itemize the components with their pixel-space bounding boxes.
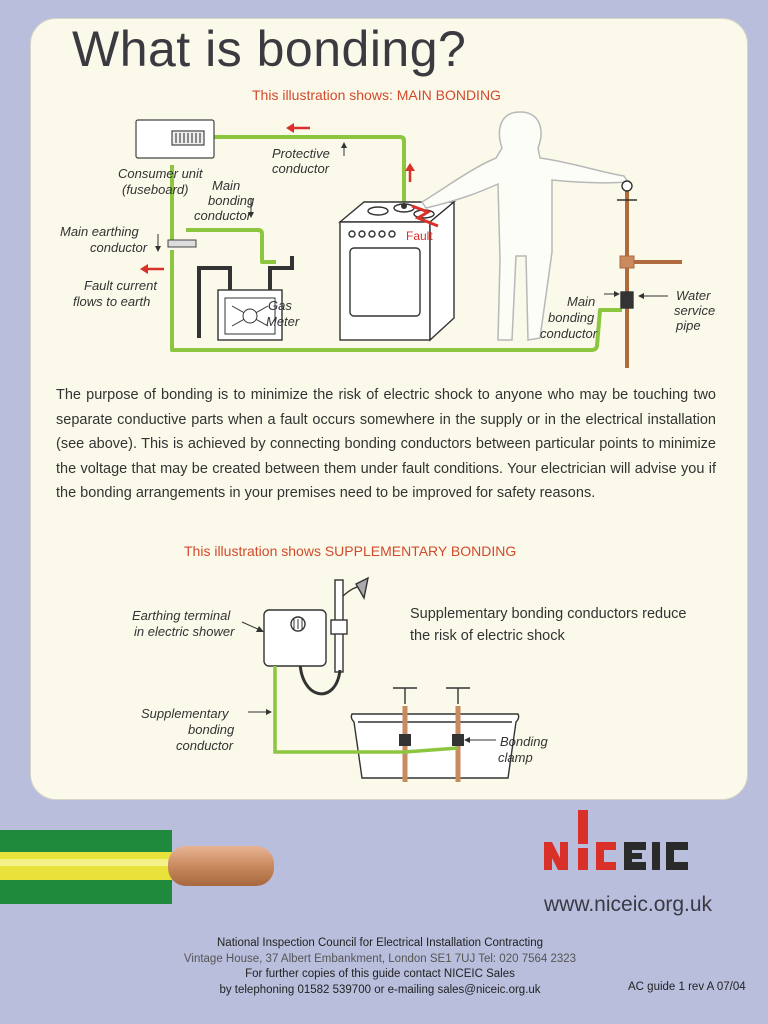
- diagram-label: bonding: [188, 722, 235, 737]
- electric-shower: [264, 610, 326, 666]
- diagram-label: bonding: [208, 193, 255, 208]
- water-pipe-label: Water: [676, 288, 711, 303]
- fault-label: Fault: [406, 229, 433, 243]
- diagram-label: clamp: [498, 750, 533, 765]
- bonding-clamp-label: Bonding: [500, 734, 548, 749]
- diagram-label: conductor: [540, 326, 598, 341]
- page-title: What is bonding?: [72, 21, 467, 77]
- footer: [160, 936, 600, 998]
- diagram-label: Meter: [266, 314, 300, 329]
- diagram-label: conductor: [194, 208, 252, 223]
- diagram-label: conductor: [272, 161, 330, 176]
- footer-address: Vintage House, 37 Albert Embankment, London SE1 7UJ Tel: 020 7564 2323: [183, 952, 577, 965]
- footer-contact: by telephoning 01582 539700 or e-mailing sales@niceic.org.uk: [219, 983, 541, 996]
- earthing-terminal-label: Earthing terminal: [132, 608, 231, 623]
- shower-rail: [331, 578, 368, 672]
- diagram-label: service: [674, 303, 716, 318]
- diagram-label: conductor: [90, 240, 148, 255]
- main-bonding-right-label: Main: [567, 294, 596, 309]
- guide-reference: AC guide 1 rev A 07/04: [628, 981, 746, 993]
- fault-current-label: Fault current: [84, 278, 157, 293]
- niceic-logo: [544, 808, 744, 888]
- footer-org: National Inspection Council for Electrical Installation Contracting: [217, 937, 543, 949]
- bath: [351, 714, 518, 778]
- main-bonding-subtitle: This illustration shows: MAIN BONDING: [252, 87, 501, 103]
- consumer-unit-label: Consumer unit: [118, 166, 203, 181]
- diagram-label: NICEIC: [544, 808, 548, 809]
- diagram-label: (fuseboard): [122, 182, 189, 197]
- main-earthing-label: Main earthing: [60, 224, 139, 239]
- website-url[interactable]: www.niceic.org.uk: [544, 893, 713, 916]
- supplementary-note: Supplementary bonding conductors reduce the risk of electric shock: [410, 606, 687, 644]
- earth-cable-graphic: [0, 822, 290, 912]
- main-bonding-label: Main: [212, 178, 241, 193]
- gas-meter-label: Gas: [268, 298, 292, 313]
- protective-conductor-label: Protective: [272, 146, 330, 161]
- bonding-clamp: [399, 734, 411, 746]
- bath-taps: [393, 688, 470, 704]
- footer-copies: For further copies of this guide contact NICEIC Sales: [245, 968, 515, 980]
- supplementary-conductor-label: Supplementary: [141, 706, 229, 721]
- diagram-label: pipe: [676, 318, 701, 333]
- diagram-label: in electric shower: [134, 624, 235, 639]
- bonding-explanation: The purpose of bonding is to minimize the risk of electric shock to anyone who may be touching two separate conductive parts when a fault occurs somewhere in the supply or in the electrical installation (see above). This is achieved by connecting bonding conductors between particular points to minimize the voltage that may be created between them under fault conditions. Your electrician will advise you if the bonding arrangements in your premises need to be improved for safety reasons.: [56, 387, 716, 501]
- diagram-label: flows to earth: [73, 294, 151, 309]
- diagram-label: bonding: [548, 310, 595, 325]
- diagram-label: conductor: [176, 738, 234, 753]
- supplementary-bonding-subtitle: This illustration shows SUPPLEMENTARY BONDING: [184, 543, 517, 559]
